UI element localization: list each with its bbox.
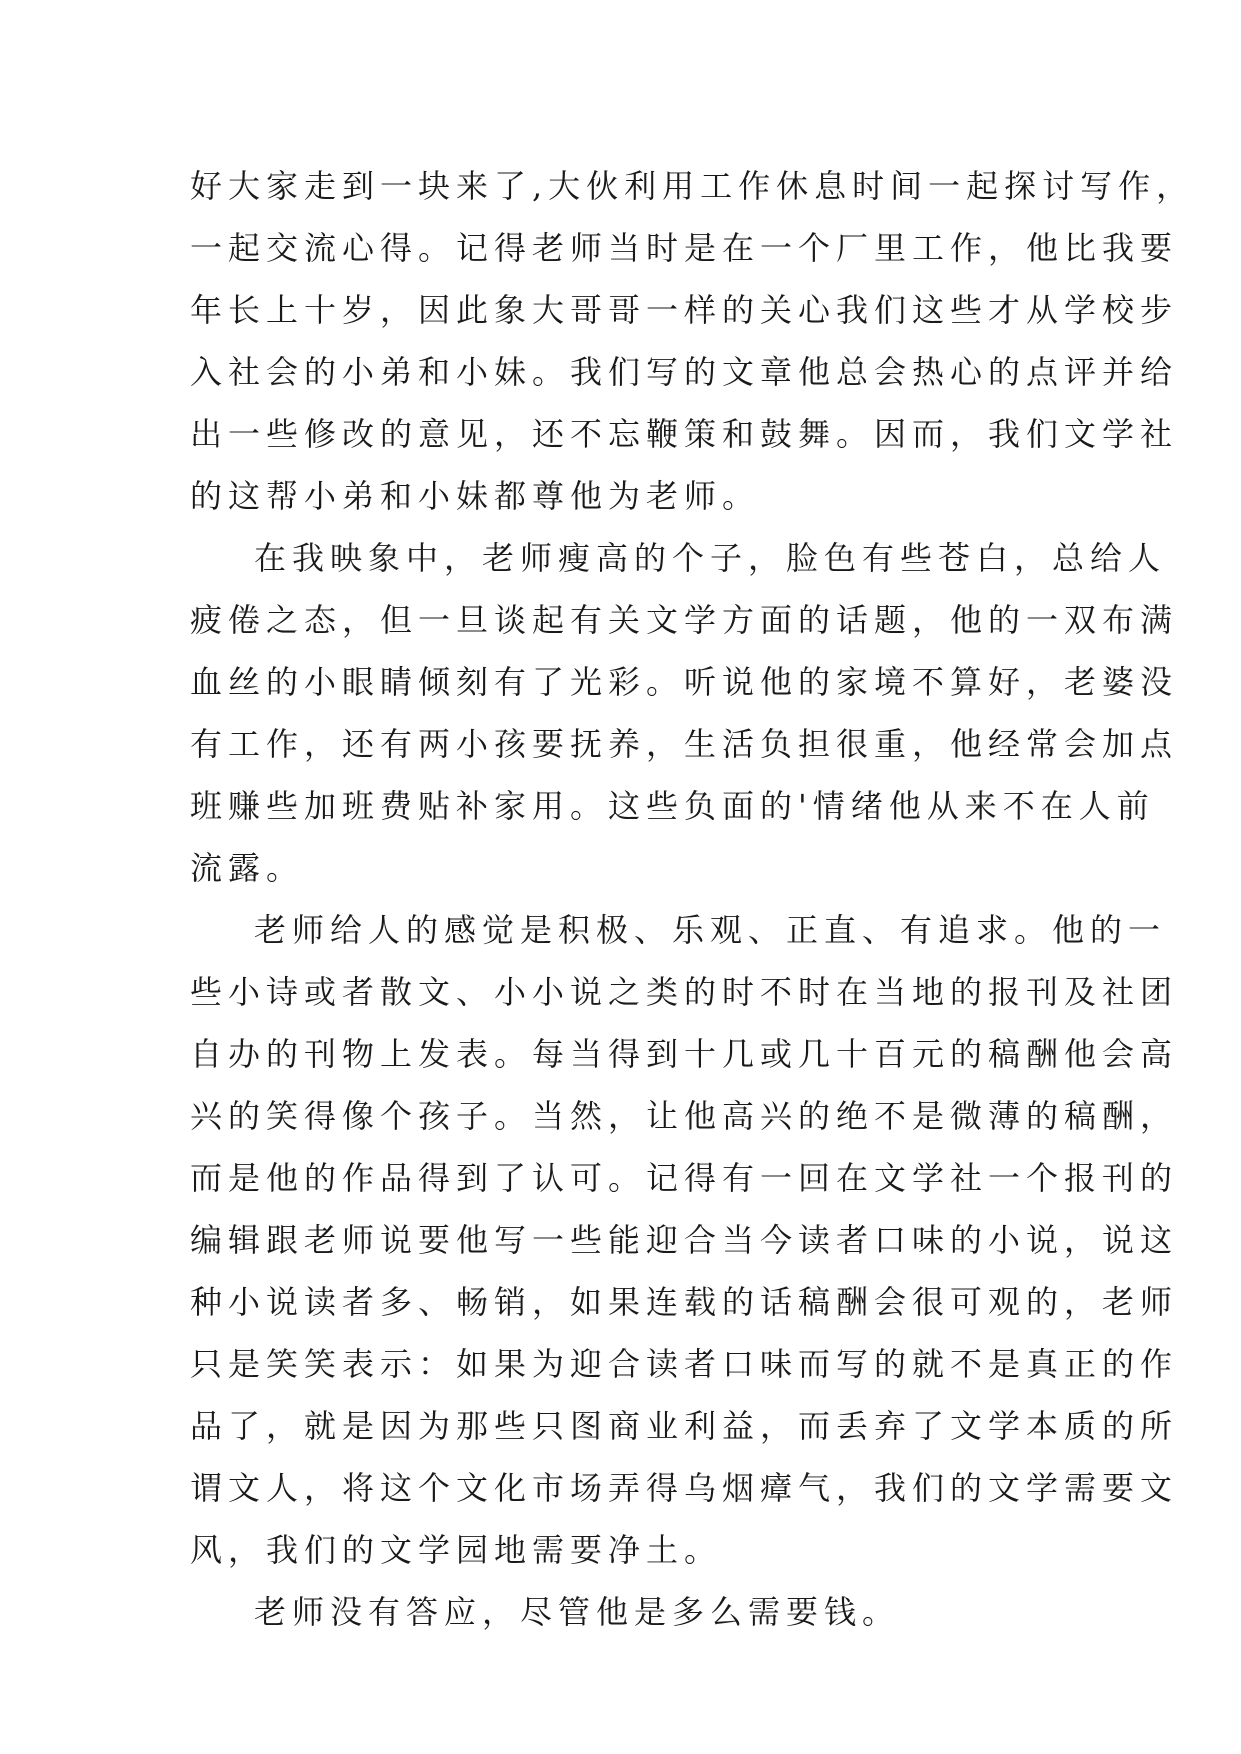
text-line: 谓文人，将这个文化市场弄得乌烟瘴气，我们的文学需要文 — [190, 1469, 1179, 1507]
text-line: 疲倦之态，但一旦谈起有关文学方面的话题，他的一双布满 — [190, 601, 1179, 639]
text-line: 年长上十岁，因此象大哥哥一样的关心我们这些才从学校步 — [190, 291, 1179, 329]
text-line: 有工作，还有两小孩要抚养，生活负担很重，他经常会加点 — [190, 725, 1179, 763]
text-line: 风，我们的文学园地需要净土。 — [190, 1531, 723, 1569]
text-line: 兴的笑得像个孩子。当然，让他高兴的绝不是微薄的稿酬， — [190, 1097, 1179, 1135]
text-line: 只是笑笑表示：如果为迎合读者口味而写的就不是真正的作 — [190, 1345, 1179, 1383]
text-line: 品了，就是因为那些只图商业利益，而丢弃了文学本质的所 — [190, 1407, 1179, 1445]
text-line: 而是他的作品得到了认可。记得有一回在文学社一个报刊的 — [190, 1159, 1179, 1197]
text-line-paragraph-start: 老师给人的感觉是积极、乐观、正直、有追求。他的一 — [254, 911, 1167, 949]
text-line: 血丝的小眼睛倾刻有了光彩。听说他的家境不算好，老婆没 — [190, 663, 1179, 701]
text-line: 编辑跟老师说要他写一些能迎合当今读者口味的小说，说这 — [190, 1221, 1179, 1259]
text-line: 班赚些加班费贴补家用。这些负面的'情绪他从来不在人前 — [190, 787, 1155, 825]
text-line: 好大家走到一块来了,大伙利用工作休息时间一起探讨写作， — [190, 167, 1195, 205]
text-line: 出一些修改的意见，还不忘鞭策和鼓舞。因而，我们文学社 — [190, 415, 1179, 453]
text-line: 的这帮小弟和小妹都尊他为老师。 — [190, 477, 761, 515]
text-line: 种小说读者多、畅销，如果连载的话稿酬会很可观的，老师 — [190, 1283, 1179, 1321]
text-line: 流露。 — [190, 849, 305, 887]
text-line-paragraph-start: 在我映象中，老师瘦高的个子，脸色有些苍白，总给人 — [254, 539, 1167, 577]
text-line: 些小诗或者散文、小小说之类的时不时在当地的报刊及社团 — [190, 973, 1179, 1011]
document-body — [190, 155, 1195, 1643]
text-line-paragraph-start: 老师没有答应，尽管他是多么需要钱。 — [254, 1593, 901, 1631]
text-line: 一起交流心得。记得老师当时是在一个厂里工作，他比我要 — [190, 229, 1179, 267]
text-line: 自办的刊物上发表。每当得到十几或几十百元的稿酬他会高 — [190, 1035, 1179, 1073]
text-line: 入社会的小弟和小妹。我们写的文章他总会热心的点评并给 — [190, 353, 1179, 391]
